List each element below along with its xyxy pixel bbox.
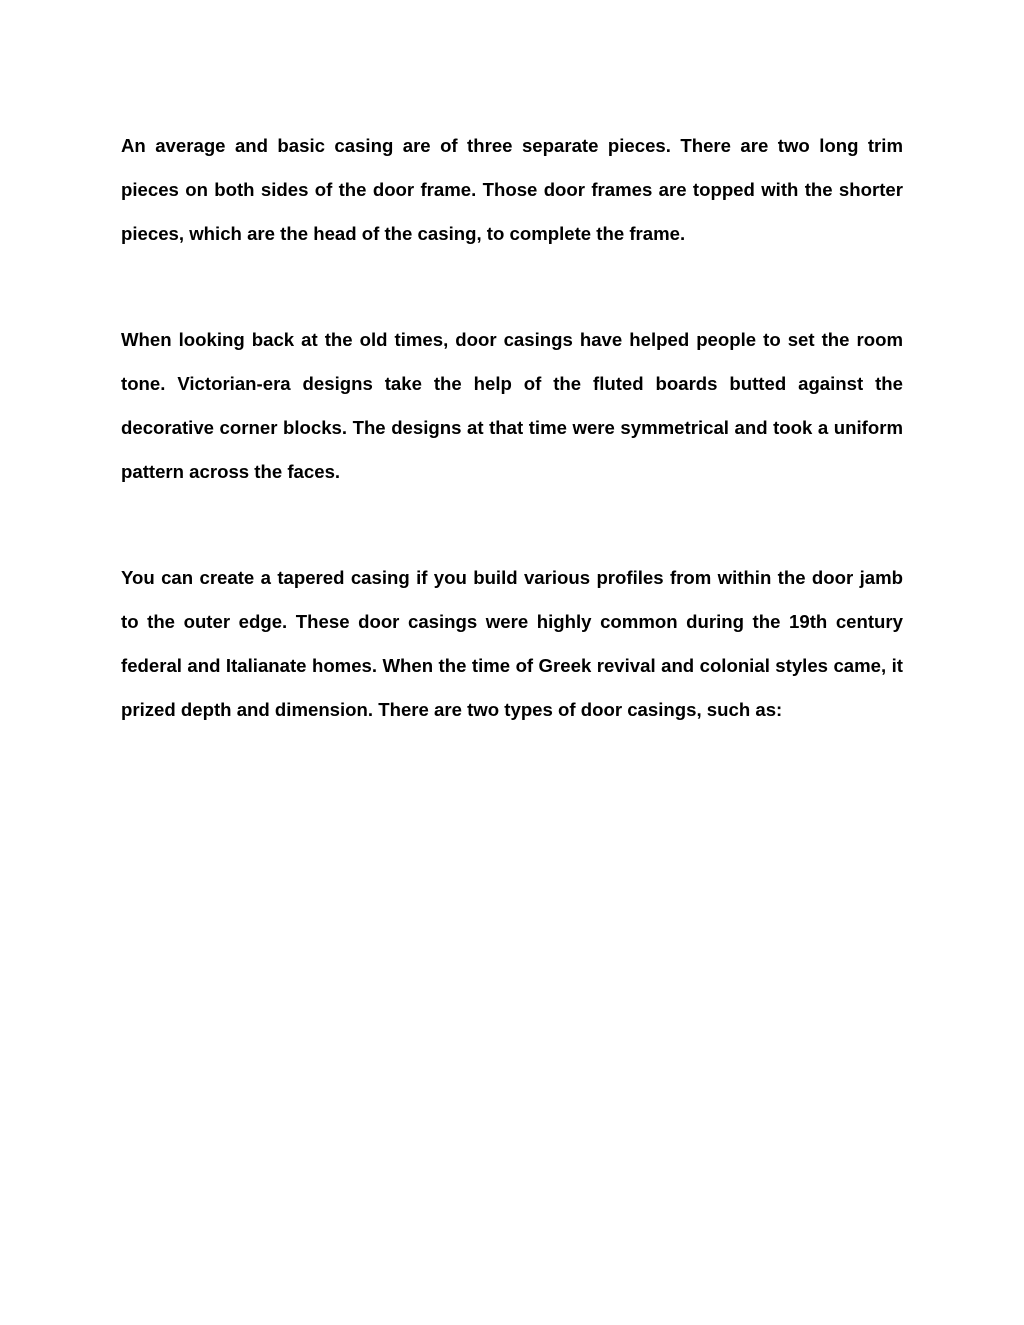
paragraph-tapered-casing: You can create a tapered casing if you build various profiles from within the door jamb to the outer edge. These door casings were highly common during the 19th century federal and Italianate homes. When the time of Greek revival and colonial styles came, it prized depth and dimension. There are two types of door casings, such as: [121,567,903,720]
document-body [121,124,903,794]
paragraph-casing-pieces: An average and basic casing are of three separate pieces. There are two long trim pieces on both sides of the door frame. Those door frames are topped with the shorter pieces, which are the head of the casing, to complete the frame. [121,135,903,244]
paragraph-history: When looking back at the old times, door casings have helped people to set the room tone. Victorian-era designs take the help of the fluted boards butted against the decorative corner blocks. The designs at that time were symmetrical and took a uniform pattern across the faces. [121,329,903,482]
